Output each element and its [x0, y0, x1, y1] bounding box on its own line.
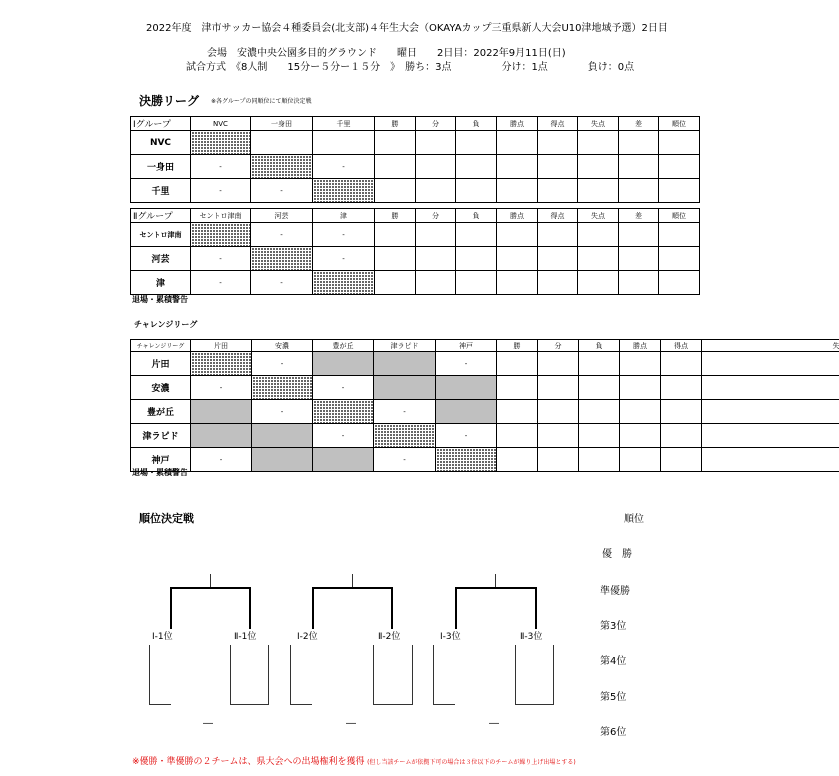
stat-header: 勝: [375, 117, 416, 131]
slot-label: Ⅱ-3位: [520, 632, 543, 642]
score-cell: [436, 352, 497, 376]
score-cell: [251, 271, 313, 295]
score-mark: -: [219, 162, 222, 171]
score-mark: -: [280, 407, 284, 416]
slot-label: Ⅱ-1位: [234, 632, 257, 642]
group2-label: Ⅱグループ: [131, 209, 191, 223]
bracket-leg: [149, 645, 150, 705]
row-team: NVC: [131, 131, 191, 155]
venue-line: 会場 安濃中央公園多目的グラウンド 曜日 2日目：2022年9月11日(日): [207, 48, 566, 59]
score-mark: -: [280, 359, 284, 368]
stat-header: 負: [579, 340, 620, 352]
score-cell: [252, 400, 313, 424]
self-cell: [252, 376, 313, 400]
bracket-base: [230, 704, 269, 705]
row-team: 安濃: [131, 376, 191, 400]
bracket-leg: [553, 645, 554, 705]
score-cell: [436, 424, 497, 448]
group1-table: [130, 116, 700, 203]
bracket-stem: [210, 574, 211, 588]
no-match-cell: [436, 376, 497, 400]
bracket-leg: [535, 587, 537, 629]
col-team: 津ラピド: [374, 340, 436, 352]
col-team: 津: [313, 209, 375, 223]
no-match-cell: [191, 424, 252, 448]
bracket-leg: [433, 645, 434, 705]
bracket-stem: [352, 574, 353, 588]
bracket-leg: [312, 587, 314, 629]
bracket-base: [373, 704, 413, 705]
col-team: セントロ津南: [191, 209, 251, 223]
score-cell: [313, 247, 375, 271]
stat-header: 分: [416, 117, 456, 131]
score-mark: -: [342, 254, 345, 263]
score-cell: [191, 448, 252, 472]
stat-header: 順位: [659, 209, 700, 223]
row-team: 神戸: [131, 448, 191, 472]
no-match-cell: [374, 352, 436, 376]
score-cell: [191, 271, 251, 295]
col-team: 豊が丘: [313, 340, 374, 352]
self-cell: [436, 448, 497, 472]
stat-header: 負: [456, 117, 497, 131]
stat-header: 失点: [578, 209, 619, 223]
rank-1: 優 勝: [602, 549, 632, 560]
stat-header: 勝点: [497, 209, 538, 223]
no-match-cell: [313, 448, 374, 472]
slot-label: Ⅰ-2位: [297, 632, 318, 642]
self-cell: [251, 155, 313, 179]
rank-header: 順位: [624, 514, 644, 525]
score-mark: -: [280, 278, 283, 287]
stat-header: 勝点: [497, 117, 538, 131]
self-cell: [251, 247, 313, 271]
score-mark: -: [219, 455, 223, 464]
score-mark: -: [280, 186, 283, 195]
slot-label: Ⅰ-1位: [152, 632, 173, 642]
row-team: セントロ津南: [131, 223, 191, 247]
bracket-leg: [455, 587, 457, 629]
stat-header: 失: [702, 340, 839, 352]
score-cell: [313, 424, 374, 448]
slot-label: Ⅰ-3位: [440, 632, 461, 642]
bracket-leg: [515, 645, 516, 705]
group2-table: [130, 208, 700, 295]
score-mark: -: [464, 359, 468, 368]
score-cell: [191, 179, 251, 203]
row-team: 千里: [131, 179, 191, 203]
stat-header: 勝点: [620, 340, 661, 352]
score-mark: -: [219, 254, 222, 263]
rank-5: 第5位: [600, 692, 627, 703]
row-team: 河芸: [131, 247, 191, 271]
score-mark: -: [219, 383, 223, 392]
score-cell: [191, 155, 251, 179]
self-cell: [313, 400, 374, 424]
col-team: 河芸: [251, 209, 313, 223]
footer-note: [132, 754, 576, 767]
stat-header: 得点: [538, 117, 578, 131]
score-cell: [252, 352, 313, 376]
placement-title: 順位決定戦: [139, 512, 194, 525]
col-team: 神戸: [436, 340, 497, 352]
score-mark: -: [280, 230, 283, 239]
score-cell: [374, 400, 436, 424]
match-format-line: 試合方式 《8人制 15分ー５分ー１５分 》 勝ち：3点 分け：1点 負け：0点: [186, 62, 635, 73]
stat-header: 分: [416, 209, 456, 223]
bracket-leg: [373, 645, 374, 705]
bracket-base: [515, 704, 554, 705]
score-cell: [191, 247, 251, 271]
self-cell: [313, 271, 375, 295]
self-cell: [191, 131, 251, 155]
self-cell: [191, 352, 252, 376]
challenge-suspension-note: 退場・累積警告: [132, 468, 188, 477]
rank-6: 第6位: [600, 727, 627, 738]
score-cell: [191, 376, 252, 400]
final-league-note: ※各グループの同順位にて順位決定戦: [211, 98, 312, 105]
no-match-cell: [252, 448, 313, 472]
bracket-base: [149, 704, 171, 705]
score-cell: [374, 448, 436, 472]
challenge-table: [130, 339, 839, 472]
rank-4: 第4位: [600, 656, 627, 667]
result-dash: ―: [489, 718, 499, 729]
stat-header: 失点: [578, 117, 619, 131]
footer-main: ※優勝・準優勝の２チームは、県大会への出場権利を獲得: [132, 757, 365, 767]
footer-sub: (但し当該チームが依拠下可の場合は３位以下のチームが繰り上げ出場とする): [367, 759, 576, 766]
row-team: 津ラピド: [131, 424, 191, 448]
stat-header: 負: [456, 209, 497, 223]
bracket-leg: [290, 645, 291, 705]
suspension-note: 退場・累積警告: [132, 295, 188, 304]
stat-header: 得点: [661, 340, 702, 352]
bracket-bar: [170, 587, 250, 589]
bracket-stem: [495, 574, 496, 588]
slot-label: Ⅱ-2位: [378, 632, 401, 642]
bracket-bar: [312, 587, 392, 589]
rank-2: 準優勝: [600, 586, 630, 597]
bracket-base: [290, 704, 312, 705]
bracket-leg: [268, 645, 269, 705]
result-dash: ―: [346, 718, 356, 729]
bracket-leg: [230, 645, 231, 705]
stat-header: 勝: [375, 209, 416, 223]
score-mark: -: [219, 186, 222, 195]
score-mark: -: [219, 278, 222, 287]
corner-label: チャレンジリーグ: [131, 340, 191, 352]
bracket-leg: [249, 587, 251, 629]
score-cell: [313, 223, 375, 247]
challenge-league-title: チャレンジリーグ: [134, 320, 198, 329]
row-team: 豊が丘: [131, 400, 191, 424]
self-cell: [191, 223, 251, 247]
row-team: 津: [131, 271, 191, 295]
title-line: 2022年度 津市サッカー協会４種委員会(北支部)４年生大会（OKAYAカップ三重県新人大会U10津地域予選）2日目: [146, 23, 668, 34]
score-mark: -: [342, 162, 345, 171]
stat-header: 順位: [659, 117, 700, 131]
stat-header: 分: [538, 340, 579, 352]
no-match-cell: [374, 376, 436, 400]
no-match-cell: [191, 400, 252, 424]
score-mark: -: [403, 455, 406, 464]
stat-header: 差: [619, 209, 659, 223]
row-team: 片田: [131, 352, 191, 376]
rank-3: 第3位: [600, 621, 627, 632]
score-mark: -: [341, 383, 345, 392]
no-match-cell: [252, 424, 313, 448]
score-cell: [313, 376, 374, 400]
bracket-leg: [412, 645, 413, 705]
self-cell: [313, 179, 375, 203]
score-mark: -: [341, 431, 345, 440]
stat-header: 差: [619, 117, 659, 131]
score-cell: [313, 131, 375, 155]
stat-header: 勝: [497, 340, 538, 352]
no-match-cell: [313, 352, 374, 376]
result-dash: ―: [203, 718, 213, 729]
col-team: NVC: [191, 117, 251, 131]
col-team: 千里: [313, 117, 375, 131]
row-team: 一身田: [131, 155, 191, 179]
bracket-base: [433, 704, 455, 705]
self-cell: [374, 424, 436, 448]
no-match-cell: [436, 400, 497, 424]
score-cell: [313, 155, 375, 179]
stat-header: 得点: [538, 209, 578, 223]
bracket-leg: [170, 587, 172, 629]
bracket-bar: [455, 587, 537, 589]
score-cell: [251, 223, 313, 247]
group1-label: Ⅰグループ: [131, 117, 191, 131]
score-cell: [251, 131, 313, 155]
score-cell: [251, 179, 313, 203]
col-team: 一身田: [251, 117, 313, 131]
bracket-leg: [391, 587, 393, 629]
score-mark: -: [464, 431, 468, 440]
score-mark: -: [403, 407, 406, 416]
col-team: 片田: [191, 340, 252, 352]
score-mark: -: [342, 230, 345, 239]
final-league-title: 決勝リーグ: [139, 94, 200, 108]
col-team: 安濃: [252, 340, 313, 352]
